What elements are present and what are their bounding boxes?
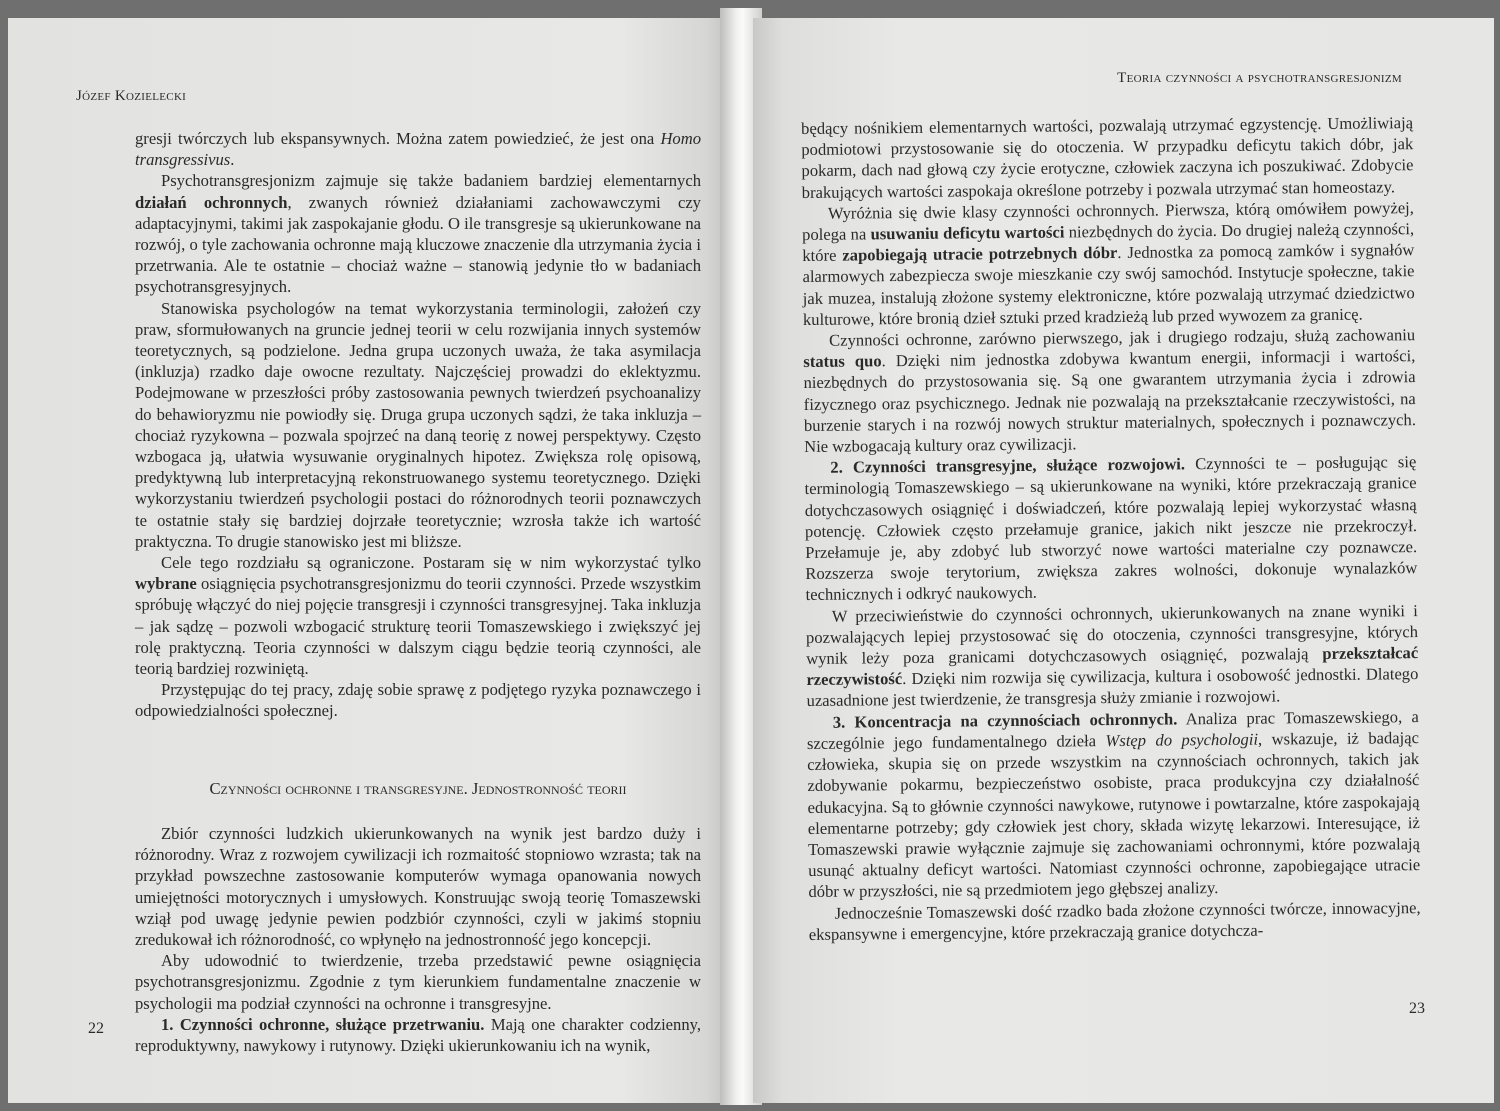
paragraph: Cele tego rozdziału są ograniczone. Postaram się w nim wykorzystać tylko wybrane osiągnięcia psychotransgresjonizmu do teorii czynności. Przede wszystkim spróbuję włączyć do niej pojęcie transgresji i czynności transgresyjnej. Taka inkluzja – jak sądzę – pozwoli wzbogacić strukturę teorii Tomaszewskiego i zwiększyć jej rolę praktyczną. Teoria czynności w dalszym ciągu będzie teorią czynności, ale teorią bardziej rozwiniętą. bbox=[135, 553, 701, 679]
book-spread bbox=[8, 8, 1494, 1105]
paragraph: 1. Czynności ochronne, służące przetrwaniu. Mają one charakter codzienny, reproduktywny, nawykowy i rutynowy. Dzięki ukierunkowaniu ich na wynik, bbox=[135, 1014, 701, 1055]
paragraph: Zbiór czynności ludzkich ukierunkowanych na wynik jest bardzo duży i różnorodny. Wraz z rozwojem cywilizacji ich rozmaitość stopniowo wzrasta; tak na przykład powszechne zastosowanie komputerów wymaga opanowania nowych umiejętności motorycznych i umysłowych. Konstruując swoją teorię Tomaszewski wziął pod uwagę jedynie pewien podzbiór czynności, czyli w jakimś stopniu zredukował ich różnorodność, co wpłynęło na jednostronność jego koncepcji. bbox=[135, 823, 701, 949]
paragraph: Jednocześnie Tomaszewski dość rzadko bada złożone czynności twórcze, innowacyjne, ekspansywne i emergencyjne, które przekraczają granice dotychcza- bbox=[808, 897, 1421, 944]
right-page bbox=[753, 18, 1494, 1103]
page-number: 22 bbox=[88, 1020, 104, 1037]
paragraph: gresji twórczych lub ekspansywnych. Można zatem powiedzieć, że jest ona Homo transgressivus. bbox=[135, 129, 701, 170]
section-heading: Czynności ochronne i transgresyjne. Jednostronność teorii bbox=[209, 778, 627, 798]
paragraph: 2. Czynności transgresyjne, służące rozwojowi. Czynności te – posługując się terminologią Tomaszewskiego – są ukierunkowane na wyniki, które przekraczają granice dotychczasowych osiągnięć i doświadczeń, które pozwalają lepiej wykorzystać własną potencję. Człowiek często przełamuje granice, jakich nikt jeszcze nie przekroczył. Przełamuje je, aby zdobyć lub stworzyć nowe wartości materialne czy poznawcze. Rozszerza swoje terytorium, zwiększa zakres wolności, dokonuje wynalazków technicznych i odkryć naukowych. bbox=[804, 452, 1418, 605]
page-number: 23 bbox=[1409, 1000, 1425, 1017]
right-page-text bbox=[801, 112, 1421, 945]
paragraph: W przeciwieństwie do czynności ochronnych, ukierunkowanych na znane wyniki i pozwalających lepiej przystosować się do otoczenia, czynności transgresyjne, których wynik leży poza granicami dotychczasowych osiągnięć, pozwalają przekształcać rzeczywistość. Dzięki nim rozwija się cywilizacja, kultura i osobowość jednostki. Dlatego uzasadnione jest twierdzenie, że transgresja służy zmianie i rozwojowi. bbox=[805, 600, 1419, 711]
paragraph: będący nośnikiem elementarnych wartości, pozwalają utrzymać egzystencję. Umożliwiają podmiotowi przystosowanie się do otoczenia. W przypadku deficytu takich dóbr, jak pokarm, dach nad głową czy życie erotyczne, człowiek zaczyna ich poszukiwać. Zdobycie brakujących wartości zaspokaja określone potrzeby i pozwala utrzymać stan homeostazy. bbox=[801, 113, 1414, 202]
paragraph: Stanowiska psychologów na temat wykorzystania terminologii, założeń czy praw, sformułowanych na gruncie jednej teorii w celu rozwijania innych systemów teoretycznych, są podzielone. Jedna grupa uczonych uważa, że taka asymilacja (inkluzja) rzadko daje owocne rezultaty. Najczęściej prowadzi do eklektyzmu. Podejmowane w przeszłości próby zastosowania pewnych twierdzeń psychoanalizy do behawioryzmu nie powiodły się. Druga grupa uczonych sądzi, że taka inkluzja – chociaż ryzykowna – pozwala spojrzeć na daną teorię z nowej perspektywy. Często wzbogaca ją, ułatwia wysuwanie oryginalnych hipotez. Zwiększa rolę opisową, predyktywną lub interpretacyjną rekonstruowanego systemu teoretycznego. Dzięki wykorzystaniu twierdzeń psychologii postaci do różnorodnych teorii poznawczych te ostatnie stały się bardziej dojrzałe teoretycznie; wzrosła także ich wartość praktyczna. To drugie stanowisko jest mi bliższe. bbox=[135, 298, 701, 551]
running-head-author: Józef Kozielecki bbox=[76, 88, 187, 104]
running-head-title: Teoria czynności a psychotransgresjonizm bbox=[1117, 70, 1402, 86]
paragraph: Czynności ochronne, zarówno pierwszego, jak i drugiego rodzaju, służą zachowaniu status quo. Dzięki nim jednostka zdobywa kwantum energii, informacji i wartości, niezbędnych do przystosowania się. Są one gwarantem utrzymania życia i zdrowia fizycznego oraz psychicznego. Jednak nie pozwalają na przekształcanie rzeczywistości, na burzenie starych i na rozwój nowych struktur materialnych, społecznych i poznawczych. Nie wzbogacają kultury oraz cywilizacji. bbox=[803, 325, 1417, 457]
paragraph: Przystępując do tej pracy, zdaję sobie sprawę z podjętego ryzyka poznawczego i odpowiedzialności społecznej. bbox=[135, 680, 701, 721]
paragraph: Aby udowodnić to twierdzenie, trzeba przedstawić pewne osiągnięcia psychotransgresjonizmu. Zgodnie z tym kierunkiem fundamentalne znaczenie w psychologii ma podział czynności na ochronne i transgresyjne. bbox=[135, 951, 701, 1013]
left-page bbox=[8, 18, 728, 1103]
paragraph: Wyróżnia się dwie klasy czynności ochronnych. Pierwsza, którą omówiłem powyżej, polega na usuwaniu deficytu wartości niezbędnych do życia. Do drugiej należą czynności, które zapobiegają utracie potrzebnych dóbr. Jednostka za pomocą zamków i sygnałów alarmowych zabezpiecza swoje mieszkanie czy swój samochód. Instytucje społeczne, takie jak muzea, instalują złożone systemy elektroniczne, które pozwalają utrzymać dziedzictwo kulturowe, które bronią dzieł sztuki przed kradzieżą lub przed wywozem za granicę. bbox=[802, 197, 1415, 329]
paragraph: Psychotransgresjonizm zajmuje się także badaniem bardziej elementarnych działań ochronnych, zwanych również działaniami zachowawczymi czy adaptacyjnymi, takimi jak zaspokajanie głodu. O ile transgresje są ukierunkowane na rozwój, o tyle zachowania ochronne mają kluczowe znaczenie dla utrzymania życia i przetrwania. Ale te ostatnie – chociaż ważne – stanowią jedynie tło w badaniach psychotransgresyjnych. bbox=[135, 171, 701, 297]
left-page-text bbox=[135, 128, 701, 1056]
paragraph: 3. Koncentracja na czynnościach ochronnych. Analiza prac Tomaszewskiego, a szczególnie jego fundamentalnego dzieła Wstęp do psychologii, wskazuje, iż badając człowieka, skupia się on przede wszystkim na czynnościach ochronnych, takich jak zdobywanie pokarmu, bezpieczeństwo osobiste, praca produkcyjna czy działalność edukacyjna. Są to głównie czynności nawykowe, rutynowe i powtarzalne, które zaspokajają elementarne potrzeby; gdy człowiek jest chory, składa wizytę lekarzowi. Interesujące, iż Tomaszewski prawie wyłącznie zajmuje się zachowaniami ochronnymi, które pozwalają usunąć aktualny deficyt wartości. Natomiast czynności ochronne, zapobiegające utracie dóbr w przyszłości, nie są przedmiotem jego głębszej analizy. bbox=[806, 706, 1421, 902]
